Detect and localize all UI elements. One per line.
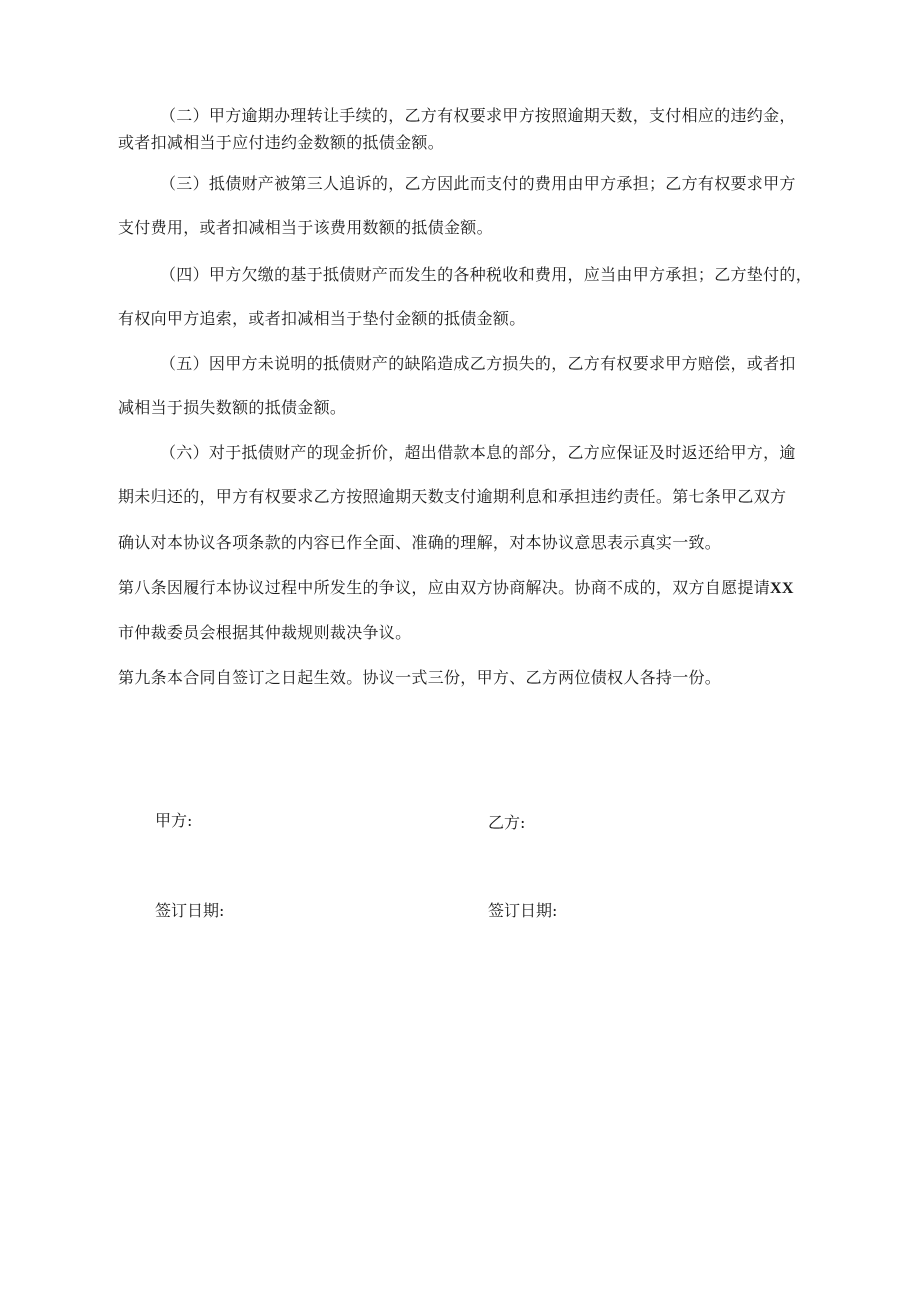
clause-3-line-1: （三）抵债财产被第三人追诉的，乙方因此而支付的费用由甲方承担；乙方有权要求甲方 (160, 174, 796, 193)
party-b-label: 乙方: (488, 813, 526, 832)
article-8-line-1 (118, 578, 818, 599)
clause-3-line-2: 支付费用，或者扣减相当于该费用数额的抵债金额。 (118, 218, 493, 237)
party-a-label: 甲方: (155, 811, 193, 830)
party-a-sign-date-label: 签订日期: (155, 901, 225, 920)
party-b-sign-date-label: 签订日期: (488, 901, 558, 920)
clause-5-line-2: 减相当于损失数额的抵债金额。 (118, 398, 347, 417)
clause-6-line-1: （六）对于抵债财产的现金折价，超出借款本息的部分，乙方应保证及时返还给甲方，逾 (160, 443, 796, 462)
clause-2-line-2: 或者扣减相当于应付违约金数额的抵债金额。 (118, 133, 445, 152)
clause-6-line-2: 期未归还的，甲方有权要求乙方按照逾期天数支付逾期利息和承担违约责任。第七条甲乙双方 (118, 487, 787, 506)
clause-5-line-1: （五）因甲方未说明的抵债财产的缺陷造成乙方损失的，乙方有权要求甲方赔偿，或者扣 (160, 354, 796, 373)
clause-4-line-2: 有权向甲方追索，或者扣减相当于垫付金额的抵债金额。 (118, 309, 526, 328)
arbitration-city: XX (770, 580, 794, 597)
clause-4-line-1: （四）甲方欠缴的基于抵债财产而发生的各种税收和费用，应当由甲方承担；乙方垫付的， (160, 265, 813, 284)
article-8-text: 第八条因履行本协议过程中所发生的争议，应由双方协商解决。协商不成的，双方自愿提请 (118, 578, 771, 597)
clause-2-line-1: （二）甲方逾期办理转让手续的，乙方有权要求甲方按照逾期天数，支付相应的违约金， (160, 106, 796, 125)
article-9: 第九条本合同自签订之日起生效。协议一式三份，甲方、乙方两位债权人各持一份。 (118, 668, 722, 687)
article-8-line-2: 市仲裁委员会根据其仲裁规则裁决争议。 (118, 623, 412, 642)
clause-6-line-3: 确认对本协议各项条款的内容已作全面、准确的理解，对本协议意思表示真实一致。 (118, 533, 722, 552)
